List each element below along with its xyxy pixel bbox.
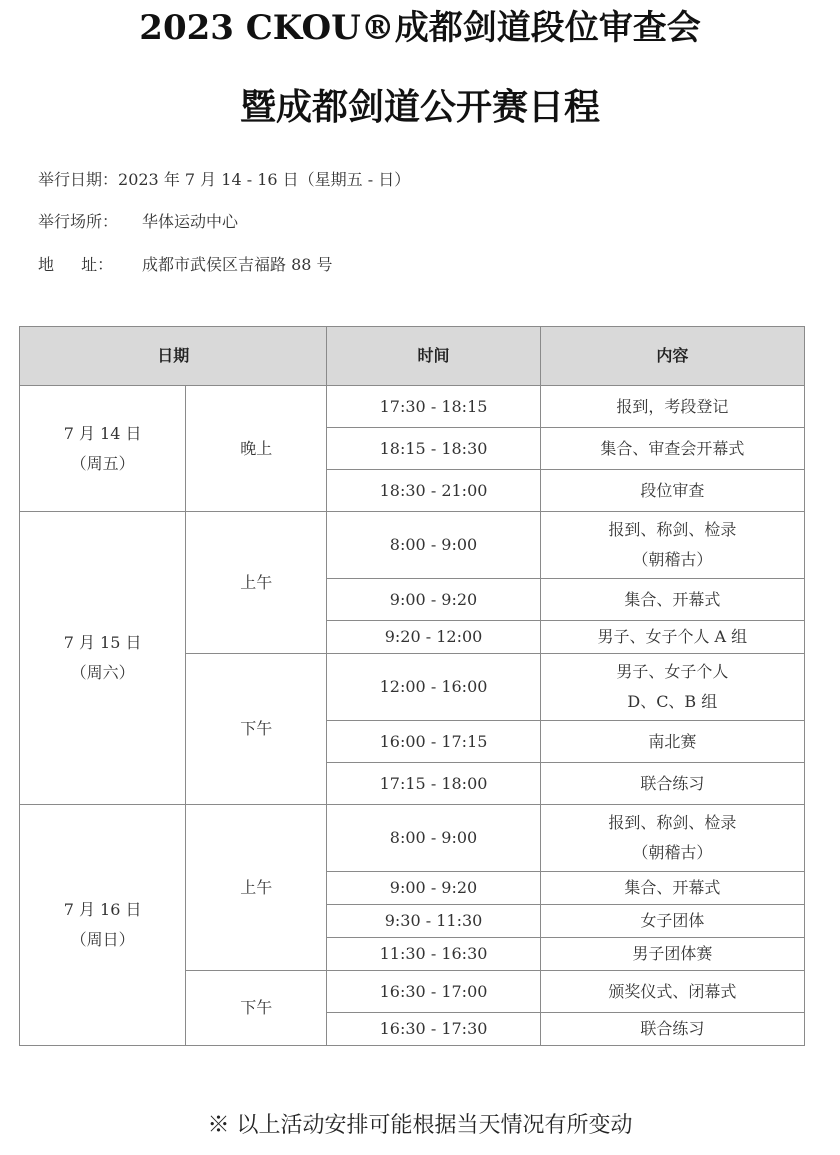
table-row <box>20 805 805 872</box>
content-cell: 集合、审查会开幕式 <box>540 428 804 470</box>
content-line: （朝稽古） <box>632 843 713 862</box>
time-cell: 18:15 - 18:30 <box>327 428 540 470</box>
content-cell: 南北赛 <box>540 721 804 763</box>
content-cell: 段位审查 <box>540 470 804 512</box>
venue-value: 华体运动中心 <box>142 212 239 231</box>
day-cell <box>20 805 186 1046</box>
footnote: ※ 以上活动安排可能根据当天情况有所变动 <box>207 1113 633 1138</box>
table-header-row <box>20 327 805 386</box>
content-line: D、C、B 组 <box>627 692 718 711</box>
time-cell: 9:00 - 9:20 <box>327 872 540 905</box>
header-time: 时间 <box>327 327 540 386</box>
period-cell: 下午 <box>186 654 327 805</box>
content-line: 报到、称剑、检录 <box>608 520 737 539</box>
info-venue <box>38 211 238 233</box>
time-cell: 16:30 - 17:00 <box>327 971 540 1013</box>
content-cell: 集合、开幕式 <box>540 579 804 621</box>
date-value: 2023 年 7 月 14 - 16 日（星期五 - 日） <box>118 170 411 189</box>
time-cell: 16:00 - 17:15 <box>327 721 540 763</box>
table-row <box>20 386 805 428</box>
time-cell: 18:30 - 21:00 <box>327 470 540 512</box>
day-date: 7 月 16 日 <box>63 900 142 919</box>
time-cell: 9:00 - 9:20 <box>327 579 540 621</box>
header-date: 日期 <box>20 327 327 386</box>
content-line: 男子、女子个人 <box>616 662 729 681</box>
content-line: （朝稽古） <box>632 550 713 569</box>
time-cell: 9:30 - 11:30 <box>327 905 540 938</box>
time-cell: 9:20 - 12:00 <box>327 621 540 654</box>
venue-label: 举行场所： <box>38 212 119 231</box>
day-weekday: （周日） <box>70 930 135 949</box>
period-cell: 上午 <box>186 512 327 654</box>
time-cell: 16:30 - 17:30 <box>327 1013 540 1046</box>
content-cell <box>540 512 804 579</box>
schedule-table <box>19 326 805 1046</box>
content-line: 报到、称剑、检录 <box>608 813 737 832</box>
period-cell: 上午 <box>186 805 327 971</box>
info-date <box>38 169 410 191</box>
header-content: 内容 <box>540 327 804 386</box>
document-title: 2023 CKOU®成都剑道段位审查会 <box>139 8 701 48</box>
time-cell: 8:00 - 9:00 <box>327 805 540 872</box>
date-label: 举行日期： <box>38 170 119 189</box>
day-date: 7 月 15 日 <box>63 633 142 652</box>
content-cell <box>540 805 804 872</box>
day-date: 7 月 14 日 <box>63 423 142 443</box>
info-address <box>38 254 333 276</box>
content-cell: 男子、女子个人 A 组 <box>540 621 804 654</box>
content-cell: 联合练习 <box>540 763 804 805</box>
content-cell: 联合练习 <box>540 1013 804 1046</box>
time-cell: 12:00 - 16:00 <box>327 654 540 721</box>
day-cell <box>20 512 186 805</box>
document-subtitle: 暨成都剑道公开赛日程 <box>239 86 600 128</box>
period-cell: 下午 <box>186 971 327 1046</box>
content-cell: 集合、开幕式 <box>540 872 804 905</box>
day-weekday: （周六） <box>70 663 135 682</box>
day-weekday: （周五） <box>70 453 135 473</box>
content-cell: 男子团体赛 <box>540 938 804 971</box>
address-value: 成都市武侯区吉福路 88 号 <box>142 255 333 274</box>
content-cell: 女子团体 <box>540 905 804 938</box>
time-cell: 17:15 - 18:00 <box>327 763 540 805</box>
content-cell: 报到，考段登记 <box>540 386 804 428</box>
time-cell: 8:00 - 9:00 <box>327 512 540 579</box>
table-row <box>20 512 805 579</box>
time-cell: 17:30 - 18:15 <box>327 386 540 428</box>
content-cell: 颁奖仪式、闭幕式 <box>540 971 804 1013</box>
day-cell <box>20 386 186 512</box>
content-cell <box>540 654 804 721</box>
time-cell: 11:30 - 16:30 <box>327 938 540 971</box>
address-label: 地 址： <box>38 255 114 274</box>
period-cell: 晚上 <box>186 386 327 512</box>
